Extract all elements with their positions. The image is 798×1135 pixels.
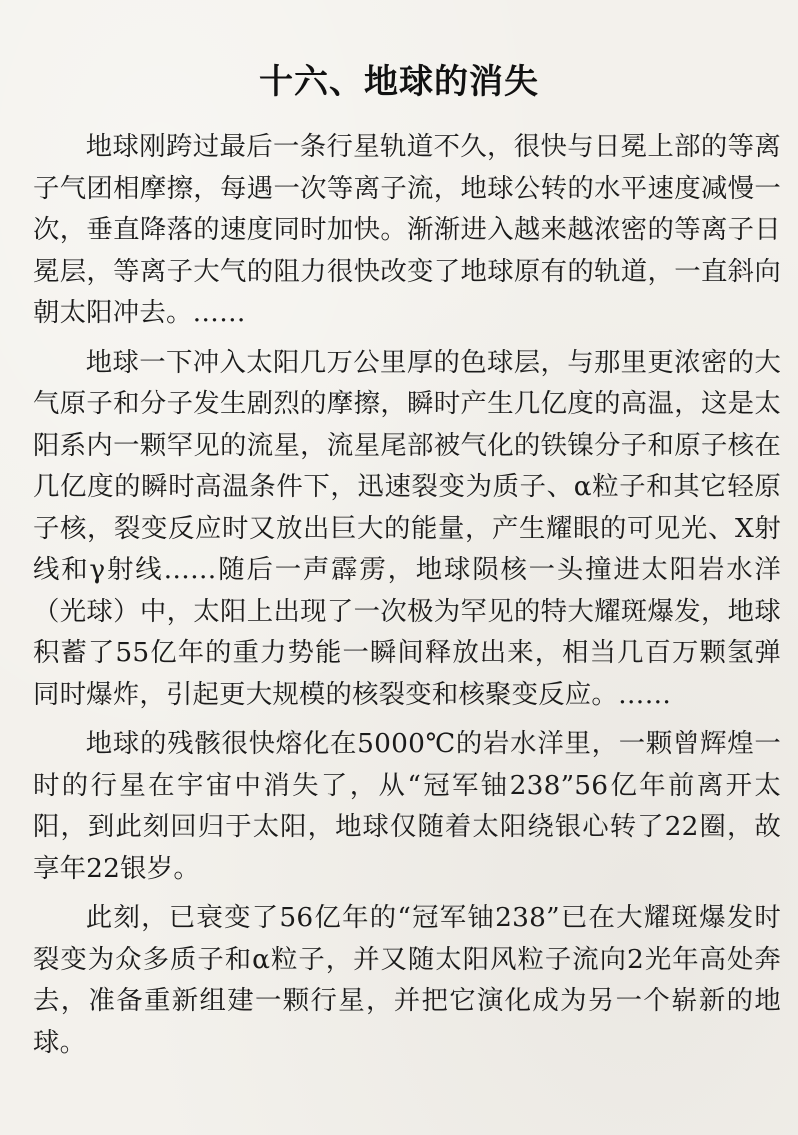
paragraph-3: 地球的残骸很快熔化在5000℃的岩水洋里，一颗曾辉煌一时的行星在宇宙中消失了，从“冠军铀238”56亿年前离开太阳，到此刻回归于太阳，地球仅随着太阳绕银心转了22圈，故享年22银岁。 <box>33 728 781 884</box>
paragraph-4: 此刻，已衰变了56亿年的“冠军铀238”已在大耀斑爆发时裂变为众多质子和α粒子，并又随太阳风粒子流向2光年高处奔去，准备重新组建一颗行星，并把它演化成为另一个崭新的地球。 <box>33 902 781 1058</box>
paragraph-1: 地球刚跨过最后一条行星轨道不久，很快与日冕上部的等离子气团相摩擦，每遇一次等离子流，地球公转的水平速度减慢一次，垂直降落的速度同时加快。渐渐进入越来越浓密的等离子日冕层，等离子大气的阻力很快改变了地球原有的轨道，一直斜向朝太阳冲去。…… <box>33 131 781 328</box>
chapter-title: 十六、地球的消失 <box>259 61 539 102</box>
paragraph-2: 地球一下冲入太阳几万公里厚的色球层，与那里更浓密的大气原子和分子发生剧烈的摩擦，瞬时产生几亿度的高温，这是太阳系内一颗罕见的流星，流星尾部被气化的铁镍分子和原子核在几亿度的瞬时高温条件下，迅速裂变为质子、α粒子和其它轻原子核，裂变反应时又放出巨大的能量，产生耀眼的可见光、X射线和γ射线……随后一声霹雳，地球陨核一头撞进太阳岩水洋（光球）中，太阳上出现了一次极为罕见的特大耀斑爆发，地球积蓄了55亿年的重力势能一瞬间释放出来，相当几百万颗氢弹同时爆炸，引起更大规模的核裂变和核聚变反应。…… <box>33 346 781 710</box>
chapter-body <box>33 126 781 1071</box>
